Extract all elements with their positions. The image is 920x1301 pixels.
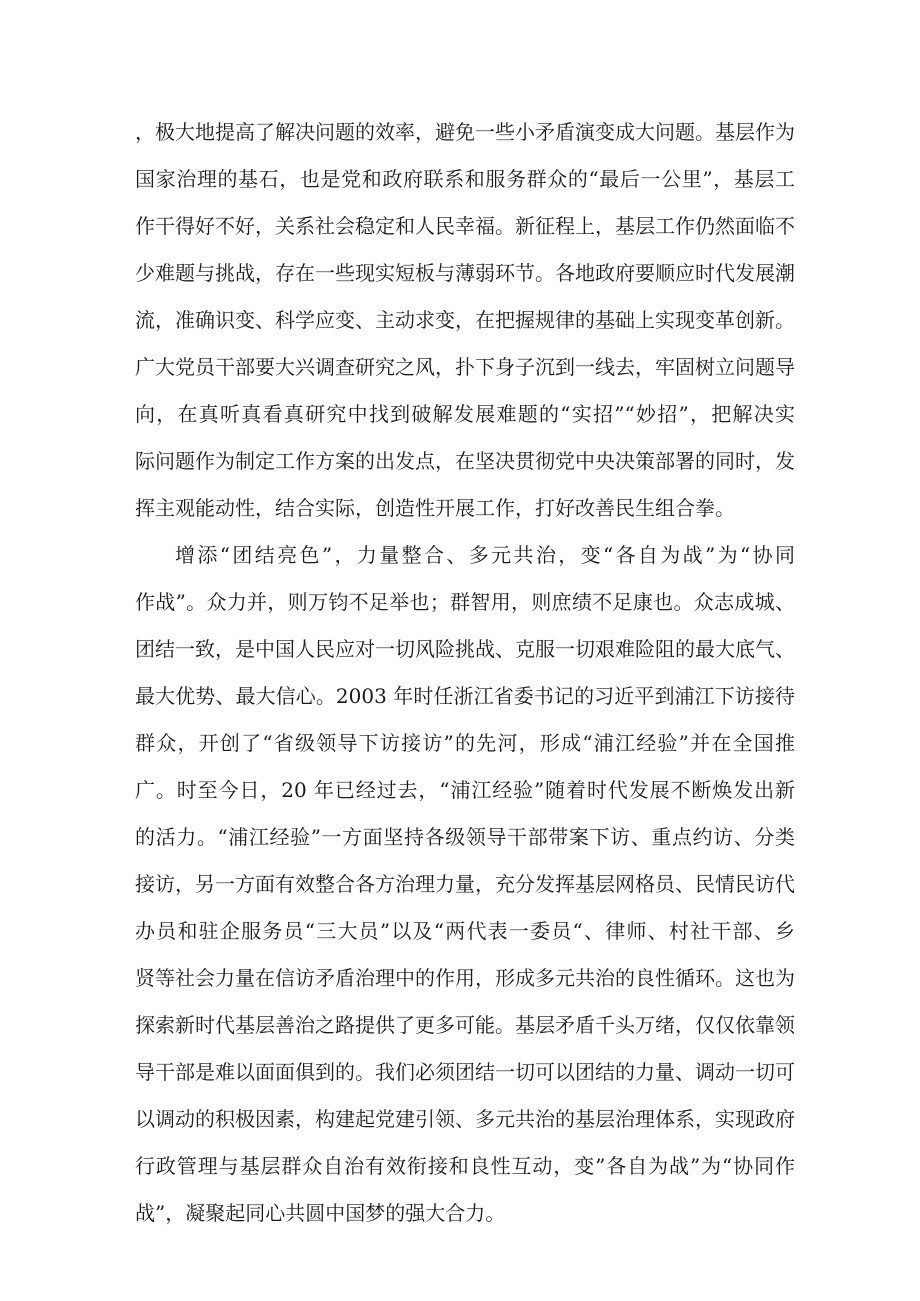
paragraph-1-line-3: 作干得好不好，关系社会稳定和人民幸福。新征程上，基层工作仍然面临不 bbox=[135, 214, 795, 238]
paragraph-2-line-9: 办员和驻企服务员“三大员”以及“两代表一委员“、律师、村社干部、乡 bbox=[135, 919, 795, 943]
paragraph-1-line-9: 挥主观能动性，结合实际，创造性开展工作，打好改善民生组合拳。 bbox=[135, 496, 735, 520]
paragraph-1-line-5: 流，准确识变、科学应变、主动求变，在把握规律的基础上实现变革创新。 bbox=[135, 308, 795, 332]
paragraph-2-line-8: 接访，另一方面有效整合各方治理力量，充分发挥基层网格员、民情民访代 bbox=[135, 872, 795, 896]
paragraph-1-line-1: ，极大地提高了解决问题的效率，避免一些小矛盾演变成大问题。基层作为 bbox=[135, 120, 795, 144]
paragraph-2-line-15: 战”，凝聚起同心共圆中国梦的强大合力。 bbox=[135, 1201, 506, 1225]
paragraph-2-line-6: 广。时至今日，20 年已经过去，“浦江经验”随着时代发展不断焕发出新 bbox=[135, 778, 795, 802]
paragraph-1-line-7: 向，在真听真看真研究中找到破解发展难题的“实招”“妙招”，把解决实 bbox=[135, 402, 795, 426]
paragraph-2-line-2: 作战”。众力并，则万钧不足举也；群智用，则庶绩不足康也。众志成城、 bbox=[135, 590, 795, 614]
paragraph-1-line-8: 际问题作为制定工作方案的出发点，在坚决贯彻党中央决策部署的同时，发 bbox=[135, 449, 795, 473]
paragraph-2-line-4: 最大优势、最大信心。2003 年时任浙江省委书记的习近平到浦江下访接待 bbox=[135, 684, 795, 708]
paragraph-2-line-10: 贤等社会力量在信访矛盾治理中的作用，形成多元共治的良性循环。这也为 bbox=[135, 966, 795, 990]
paragraph-2-line-5: 群众，开创了“省级领导下访接访”的先河，形成“浦江经验”并在全国推 bbox=[135, 731, 795, 755]
paragraph-2-line-12: 导干部是难以面面俱到的。我们必须团结一切可以团结的力量、调动一切可 bbox=[135, 1060, 795, 1084]
paragraph-2-line-1: 增添“团结亮色”，力量整合、多元共治，变“各自为战”为“协同 bbox=[175, 543, 795, 567]
paragraph-2-line-13: 以调动的积极因素，构建起党建引领、多元共治的基层治理体系，实现政府 bbox=[135, 1107, 795, 1131]
paragraph-2-line-11: 探索新时代基层善治之路提供了更多可能。基层矛盾千头万绪，仅仅依靠领 bbox=[135, 1013, 795, 1037]
paragraph-1-line-6: 广大党员干部要大兴调查研究之风，扑下身子沉到一线去，牢固树立问题导 bbox=[135, 355, 795, 379]
paragraph-1-line-2: 国家治理的基石，也是党和政府联系和服务群众的“最后一公里”，基层工 bbox=[135, 167, 795, 191]
paragraph-1-line-4: 少难题与挑战，存在一些现实短板与薄弱环节。各地政府要顺应时代发展潮 bbox=[135, 261, 795, 285]
paragraph-2-line-7: 的活力。“浦江经验”一方面坚持各级领导干部带案下访、重点约访、分类 bbox=[135, 825, 795, 849]
paragraph-2-line-14: 行政管理与基层群众自治有效衔接和良性互动，变”各自为战”为“协同作 bbox=[135, 1154, 795, 1178]
paragraph-2-line-3: 团结一致，是中国人民应对一切风险挑战、克服一切艰难险阻的最大底气、 bbox=[135, 637, 795, 661]
